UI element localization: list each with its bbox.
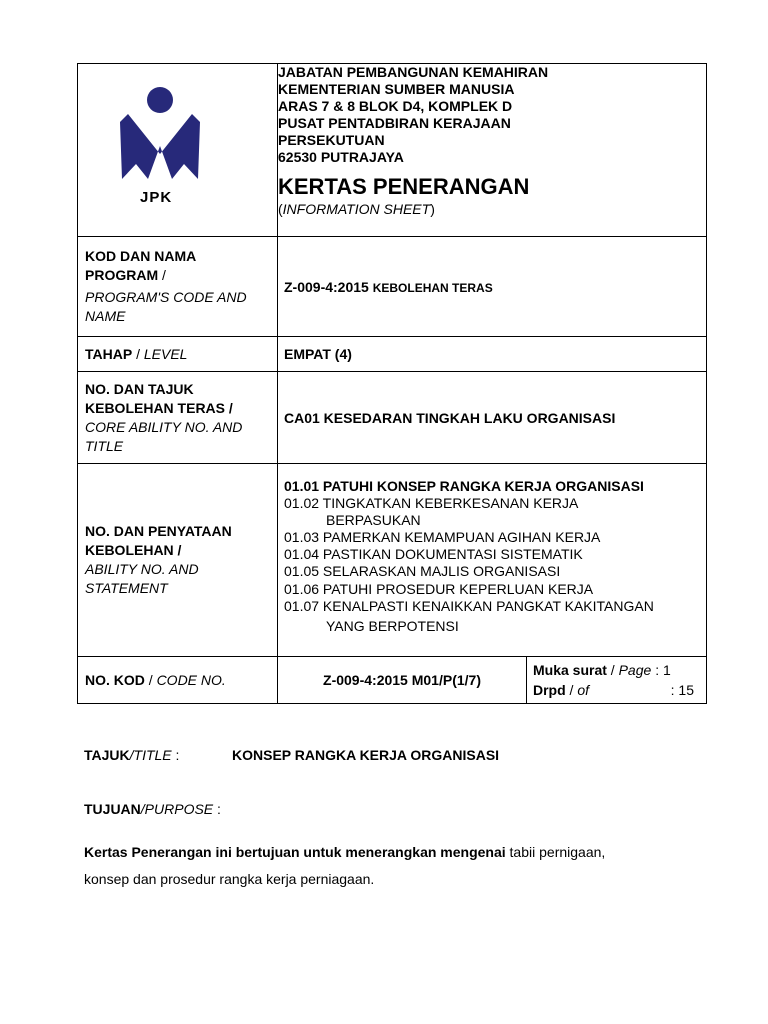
address-line: 62530 PUTRAJAYA <box>278 149 404 165</box>
header-table <box>77 63 707 704</box>
page-total: Drpd / of : 15 <box>533 682 694 698</box>
address-line: PERSEKUTUAN <box>278 132 385 148</box>
level-value: EMPAT (4) <box>278 337 707 372</box>
list-item: 01.05 SELARASKAN MAJLIS ORGANISASI <box>284 563 561 579</box>
purpose-paragraph: Kertas Penerangan ini bertujuan untuk menerangkan mengenai tabii pernigaan, konsep dan prosedur rangka kerja perniagaan. <box>84 844 606 887</box>
program-label: KOD DAN NAMA PROGRAM / PROGRAM'S CODE AND NAME <box>78 237 278 337</box>
level-label: TAHAP / LEVEL <box>78 337 278 372</box>
code-label: NO. KOD / CODE NO. <box>78 657 278 704</box>
header-row <box>78 64 707 237</box>
core-ability-label: NO. DAN TAJUK KEBOLEHAN TERAS / CORE ABILITY NO. AND TITLE <box>78 372 278 464</box>
header-text-cell <box>278 64 707 237</box>
document-title: KERTAS PENERANGAN <box>278 174 530 199</box>
list-item: 01.03 PAMERKAN KEMAMPUAN AGIHAN KERJA <box>284 529 601 545</box>
information-sheet-header <box>77 63 706 704</box>
list-item: 01.07 KENALPASTI KENAIKKAN PANGKAT KAKITANGAN <box>284 598 654 614</box>
list-item: 01.06 PATUHI PROSEDUR KEPERLUAN KERJA <box>284 581 594 597</box>
address-line: JABATAN PEMBANGUNAN KEMAHIRAN <box>278 64 549 80</box>
address-line: ARAS 7 & 8 BLOK D4, KOMPLEK D <box>278 98 513 114</box>
address-line: PUSAT PENTADBIRAN KERAJAAN <box>278 115 511 131</box>
department-address <box>278 64 706 166</box>
program-value: Z-009-4:2015 KEBOLEHAN TERAS <box>278 237 707 337</box>
title-value: KONSEP RANGKA KERJA ORGANISASI <box>232 747 500 763</box>
list-item: 01.02 TINGKATKAN KEBERKESANAN KERJA <box>284 495 579 511</box>
list-item: YANG BERPOTENSI <box>326 618 459 634</box>
list-item: 01.04 PASTIKAN DOKUMENTASI SISTEMATIK <box>284 546 583 562</box>
core-ability-value: CA01 KESEDARAN TINGKAH LAKU ORGANISASI <box>278 372 707 464</box>
core-ability-row <box>78 372 707 464</box>
code-row <box>78 657 707 704</box>
list-item: BERPASUKAN <box>326 512 421 528</box>
ability-label: NO. DAN PENYATAAN KEBOLEHAN / ABILITY NO. AND STATEMENT <box>78 464 278 657</box>
purpose-line: TUJUAN/PURPOSE : <box>84 801 221 817</box>
program-row <box>78 237 707 337</box>
level-row <box>78 337 707 372</box>
address-line: KEMENTERIAN SUMBER MANUSIA <box>278 81 515 97</box>
logo-label: JPK <box>140 189 173 206</box>
jpk-logo-cell <box>78 64 278 237</box>
document-subtitle: (INFORMATION SHEET) <box>278 201 435 217</box>
title-line: TAJUK/TITLE : KONSEP RANGKA KERJA ORGANISASI <box>84 747 500 763</box>
code-value: Z-009-4:2015 M01/P(1/7) <box>278 657 527 704</box>
ability-row <box>78 464 707 657</box>
list-item: 01.01 PATUHI KONSEP RANGKA KERJA ORGANISASI <box>284 478 644 494</box>
ability-list <box>278 464 707 657</box>
jpk-logo-icon <box>118 84 242 214</box>
page-number: Muka surat / Page : 1 <box>533 662 671 678</box>
page-info <box>527 657 707 704</box>
